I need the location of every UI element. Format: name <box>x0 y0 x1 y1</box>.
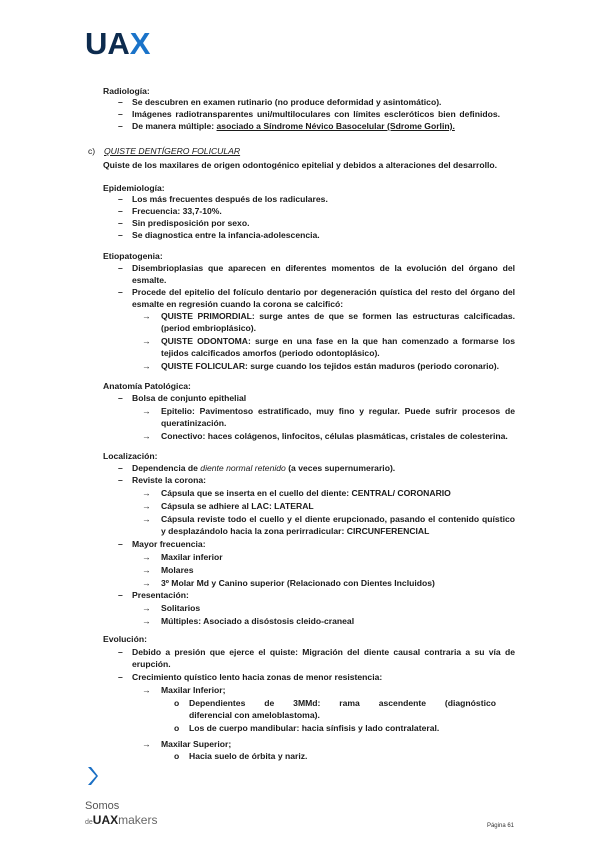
localizacion-item-1 <box>132 463 395 474</box>
anatomia-heading: Anatomía Patológica: <box>103 381 191 391</box>
arrow-right-icon: → <box>142 552 151 562</box>
dash-icon: – <box>118 475 123 485</box>
anatomia-sub-1-line-1: Epitelio: Pavimentoso estratificado, muy fino y regular. Puede sufrir procesos de <box>161 406 515 416</box>
epidemiologia-item-1: Los más frecuentes después de los radiculares. <box>132 194 328 204</box>
radiologia-item-3-prefix: De manera múltiple: <box>132 121 217 131</box>
etiopatogenia-item-2-line-2: esmalte en regresión cuando la corona se calcificó: <box>132 299 344 309</box>
etiopatogenia-item-1-line-2: esmalte. <box>132 275 167 285</box>
dash-icon: – <box>118 672 123 682</box>
evolucion-sub-a: Maxilar Inferior; <box>161 685 226 695</box>
evolucion-sub-b: Maxilar Superior; <box>161 739 232 749</box>
evolucion-item-2: Crecimiento quístico lento hacia zonas de menor resistencia: <box>132 672 383 682</box>
footer-brand <box>85 813 157 827</box>
localizacion-item-4: Presentación: <box>132 590 189 600</box>
radiologia-heading: Radiología: <box>103 86 150 96</box>
dash-icon: – <box>118 109 123 119</box>
arrow-right-icon: → <box>142 406 151 416</box>
evolucion-bullet-a1-line-2: diferencial con ameloblastoma). <box>189 710 320 720</box>
localizacion-sub-4b: Múltiples: Asociado a disóstosis cleido-craneal <box>161 616 355 626</box>
arrow-right-icon: → <box>142 361 151 371</box>
localizacion-item-1-italic: diente normal retenido <box>200 463 286 473</box>
localizacion-sub-3a: Maxilar inferior <box>161 552 223 562</box>
dash-icon: – <box>118 393 123 403</box>
evolucion-bullet-b1: Hacia suelo de órbita y nariz. <box>189 751 308 761</box>
epidemiologia-item-2: Frecuencia: 33,7-10%. <box>132 206 222 216</box>
localizacion-item-3: Mayor frecuencia: <box>132 539 206 549</box>
footer-uax: UAX <box>92 813 119 827</box>
dash-icon: – <box>118 230 123 240</box>
arrow-right-icon: → <box>142 336 151 346</box>
section-letter: c) <box>88 146 96 156</box>
dash-icon: – <box>118 539 123 549</box>
epidemiologia-item-4: Se diagnostica entre la infancia-adolescencia. <box>132 230 320 240</box>
etiopatogenia-sub-1-line-2: (period embrioplásico). <box>161 323 257 333</box>
epidemiologia-heading: Epidemiología: <box>103 183 165 193</box>
dash-icon: – <box>118 463 123 473</box>
dash-icon: – <box>118 121 123 131</box>
bullet-icon: o <box>174 698 180 708</box>
logo-text: UA <box>85 26 130 61</box>
anatomia-item-1: Bolsa de conjunto epithelial <box>132 393 247 403</box>
section-title: QUISTE DENTÍGERO FOLICULAR <box>104 146 241 156</box>
localizacion-item-2: Reviste la corona: <box>132 475 207 485</box>
radiologia-item-3-link: asociado a Síndrome Névico Basocelular (Sdrome Gorlin). <box>216 121 455 131</box>
evolucion-heading: Evolución: <box>103 634 147 644</box>
radiologia-item-2: Imágenes radiotransparentes uni/multiloculares con límites escleróticos bien definidos. <box>132 109 500 119</box>
dash-icon: – <box>118 194 123 204</box>
localizacion-sub-2c-line-1: Cápsula reviste todo el cuello y el diente erupcionado, pasando el contenido quístico <box>161 514 515 524</box>
localizacion-heading: Localización: <box>103 451 158 461</box>
etiopatogenia-item-2-line-1: Procede del epitelio del folículo dentario por degeneración quística del resto del órgano del <box>132 287 515 297</box>
footer-makers: makers <box>118 813 158 827</box>
radiologia-item-3 <box>132 121 455 132</box>
dash-icon: – <box>118 97 123 107</box>
localizacion-sub-4a: Solitarios <box>161 603 201 613</box>
bullet-icon: o <box>174 723 180 733</box>
bullet-icon: o <box>174 751 180 761</box>
arrow-right-icon: → <box>142 501 151 511</box>
etiopatogenia-sub-3: QUISTE FOLICULAR: surge cuando los tejidos están maduros (periodo coronario). <box>161 361 500 371</box>
logo-accent: X <box>129 26 151 61</box>
page-number: Página 61 <box>486 823 514 829</box>
evolucion-bullet-a1-line-1: Dependientes de 3MMd: rama ascendente (diagnóstico <box>189 698 496 708</box>
etiopatogenia-heading: Etiopatogenia: <box>103 251 163 261</box>
section-intro: Quiste de los maxilares de origen odontogénico epitelial y debidos a alteraciones del desarrollo. <box>103 160 497 170</box>
arrow-right-icon: → <box>142 685 151 695</box>
radiologia-item-1: Se descubren en examen rutinario (no produce deformidad y asintomático). <box>132 97 442 107</box>
arrow-right-icon: → <box>142 603 151 613</box>
dash-icon: – <box>118 206 123 216</box>
arrow-right-icon: → <box>142 616 151 626</box>
dash-icon: – <box>118 647 123 657</box>
localizacion-sub-3b: Molares <box>161 565 194 575</box>
evolucion-item-1-line-2: erupción. <box>132 659 171 669</box>
arrow-right-icon: → <box>142 514 151 524</box>
dash-icon: – <box>118 590 123 600</box>
dash-icon: – <box>118 287 123 297</box>
arrow-right-icon: → <box>142 565 151 575</box>
chevron-right-icon <box>86 766 98 786</box>
arrow-right-icon: → <box>142 431 151 441</box>
etiopatogenia-item-1-line-1: Disembrioplasias que aparecen en diferentes momentos de la evolución del órgano del <box>132 263 515 273</box>
etiopatogenia-sub-2-line-1: QUISTE ODONTOMA: surge en una fase en la que han comenzado a formarse los <box>161 336 515 346</box>
arrow-right-icon: → <box>142 488 151 498</box>
footer-de: de <box>85 819 93 826</box>
epidemiologia-item-3: Sin predisposición por sexo. <box>132 218 250 228</box>
localizacion-sub-2c-line-2: y desplazándolo hacia la zona perirradicular: CIRCUNFERENCIAL <box>161 526 430 536</box>
evolucion-bullet-a2: Los de cuerpo mandibular: hacia sínfisis y lado contralateral. <box>189 723 440 733</box>
localizacion-sub-2a: Cápsula que se inserta en el cuello del diente: CENTRAL/ CORONARIO <box>161 488 451 498</box>
localizacion-item-1-pre: Dependencia de <box>132 463 201 473</box>
etiopatogenia-sub-1-line-1: QUISTE PRIMORDIAL: surge antes de que se formen las estructuras calcificadas. <box>161 311 515 321</box>
footer-somos: Somos <box>85 800 120 812</box>
arrow-right-icon: → <box>142 739 151 749</box>
anatomia-sub-1-line-2: queratinización. <box>161 418 227 428</box>
localizacion-sub-3c: 3º Molar Md y Canino superior (Relacionado con Dientes Incluidos) <box>161 578 435 588</box>
arrow-right-icon: → <box>142 311 151 321</box>
dash-icon: – <box>118 218 123 228</box>
localizacion-sub-2b: Cápsula se adhiere al LAC: LATERAL <box>161 501 314 511</box>
arrow-right-icon: → <box>142 578 151 588</box>
anatomia-sub-2: Conectivo: haces colágenos, linfocitos, células plasmáticas, cristales de colesterina. <box>161 431 508 441</box>
localizacion-item-1-post: (a veces supernumerario). <box>285 463 396 473</box>
dash-icon: – <box>118 263 123 273</box>
uax-logo <box>85 28 150 59</box>
evolucion-item-1-line-1: Debido a presión que ejerce el quiste: Migración del diente causal contraria a su vía de <box>132 647 515 657</box>
etiopatogenia-sub-2-line-2: tejidos calcificados amorfos (periodo odontoplásico). <box>161 348 380 358</box>
